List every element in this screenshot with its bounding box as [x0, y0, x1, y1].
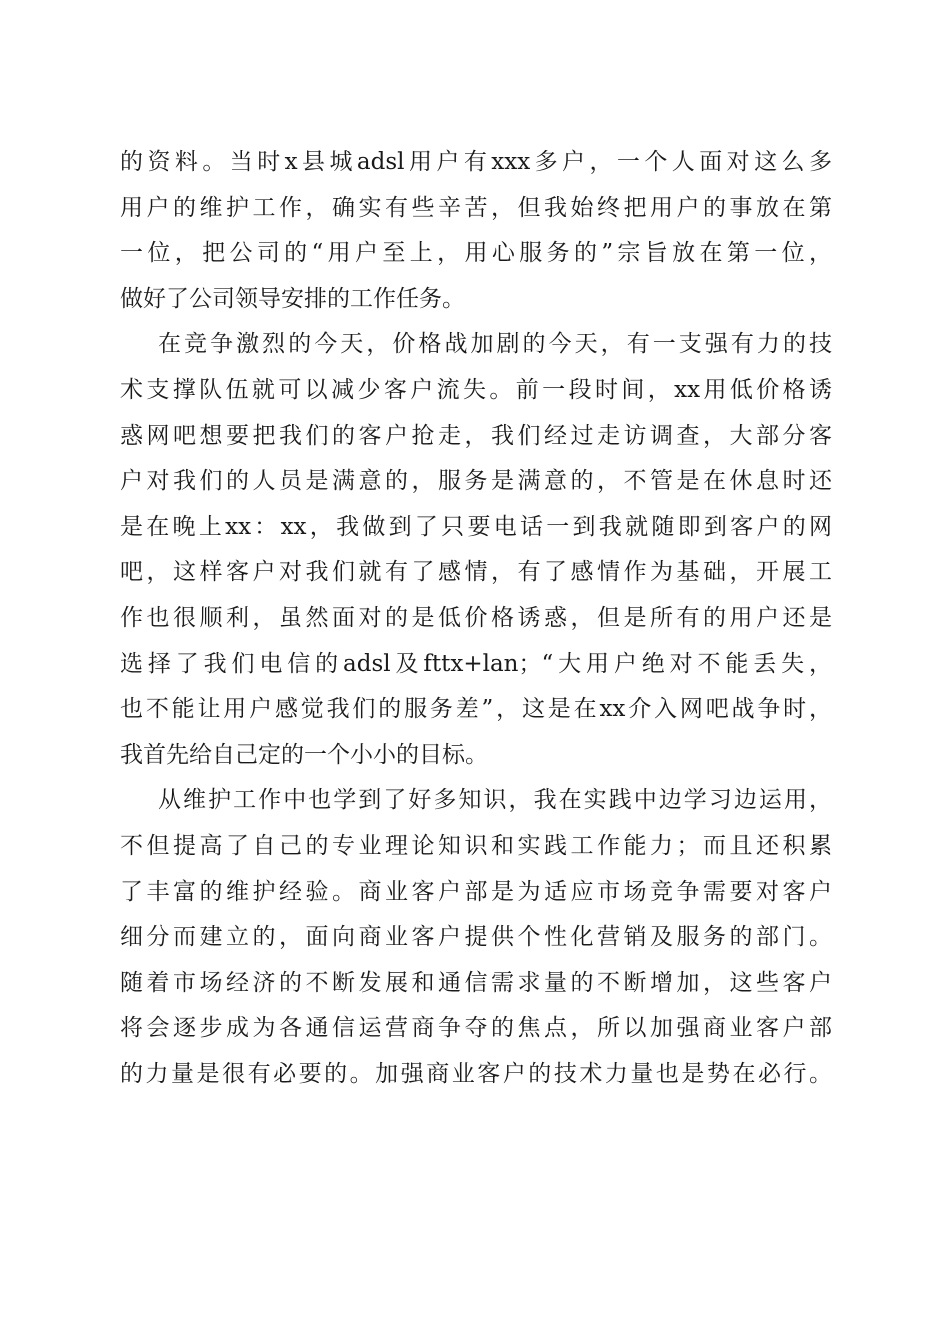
- text-line: 细分而建立的，面向商业客户提供个性化营销及服务的部门。: [120, 924, 832, 951]
- text-line: 用户的维护工作，确实有些辛苦，但我始终把用户的事放在第: [120, 194, 832, 221]
- text-line: 户对我们的人员是满意的，服务是满意的，不管是在休息时还: [120, 468, 832, 495]
- text-line: 惑网吧想要把我们的客户抢走，我们经过走访调查，大部分客: [120, 422, 832, 449]
- body-text: [120, 140, 832, 1097]
- text-line: 的资料。当时x县城adsl用户有xxx多户，一个人面对这么多: [120, 149, 832, 175]
- text-line: 作也很顺利，虽然面对的是低价格诱惑，但是所有的用户还是: [120, 604, 832, 631]
- text-line: 也不能让用户感觉我们的服务差”，这是在xx介入网吧战争时，: [120, 696, 832, 723]
- text-line: 从维护工作中也学到了好多知识，我在实践中边学习边运用，: [158, 787, 832, 814]
- paragraph-2: [120, 322, 832, 778]
- text-line: 了丰富的维护经验。商业客户部是为适应市场竞争需要对客户: [120, 878, 832, 905]
- text-line: 的力量是很有必要的。加强商业客户的技术力量也是势在必行。: [120, 1060, 832, 1087]
- paragraph-1: [120, 140, 832, 322]
- text-line: 不但提高了自己的专业理论知识和实践工作能力；而且还积累: [120, 832, 832, 859]
- text-line: 选择了我们电信的adsl及fttx+lan；“大用户绝对不能丢失，: [120, 650, 832, 677]
- text-line: 将会逐步成为各通信运营商争夺的焦点，所以加强商业客户部: [120, 1015, 832, 1042]
- paragraph-3: [120, 778, 832, 1097]
- text-line: 术支撑队伍就可以减少客户流失。前一段时间，xx用低价格诱: [120, 376, 832, 403]
- text-line: 做好了公司领导安排的工作任务。: [120, 285, 465, 312]
- text-line: 随着市场经济的不断发展和通信需求量的不断增加，这些客户: [120, 969, 832, 996]
- text-line: 是在晚上xx：xx，我做到了只要电话一到我就随即到客户的网: [120, 513, 832, 540]
- text-line: 一位，把公司的“用户至上，用心服务的”宗旨放在第一位，: [120, 240, 832, 267]
- text-line: 我首先给自己定的一个小小的目标。: [120, 741, 488, 768]
- text-line: 吧，这样客户对我们就有了感情，有了感情作为基础，开展工: [120, 559, 832, 586]
- text-line: 在竞争激烈的今天，价格战加剧的今天，有一支强有力的技: [158, 331, 832, 358]
